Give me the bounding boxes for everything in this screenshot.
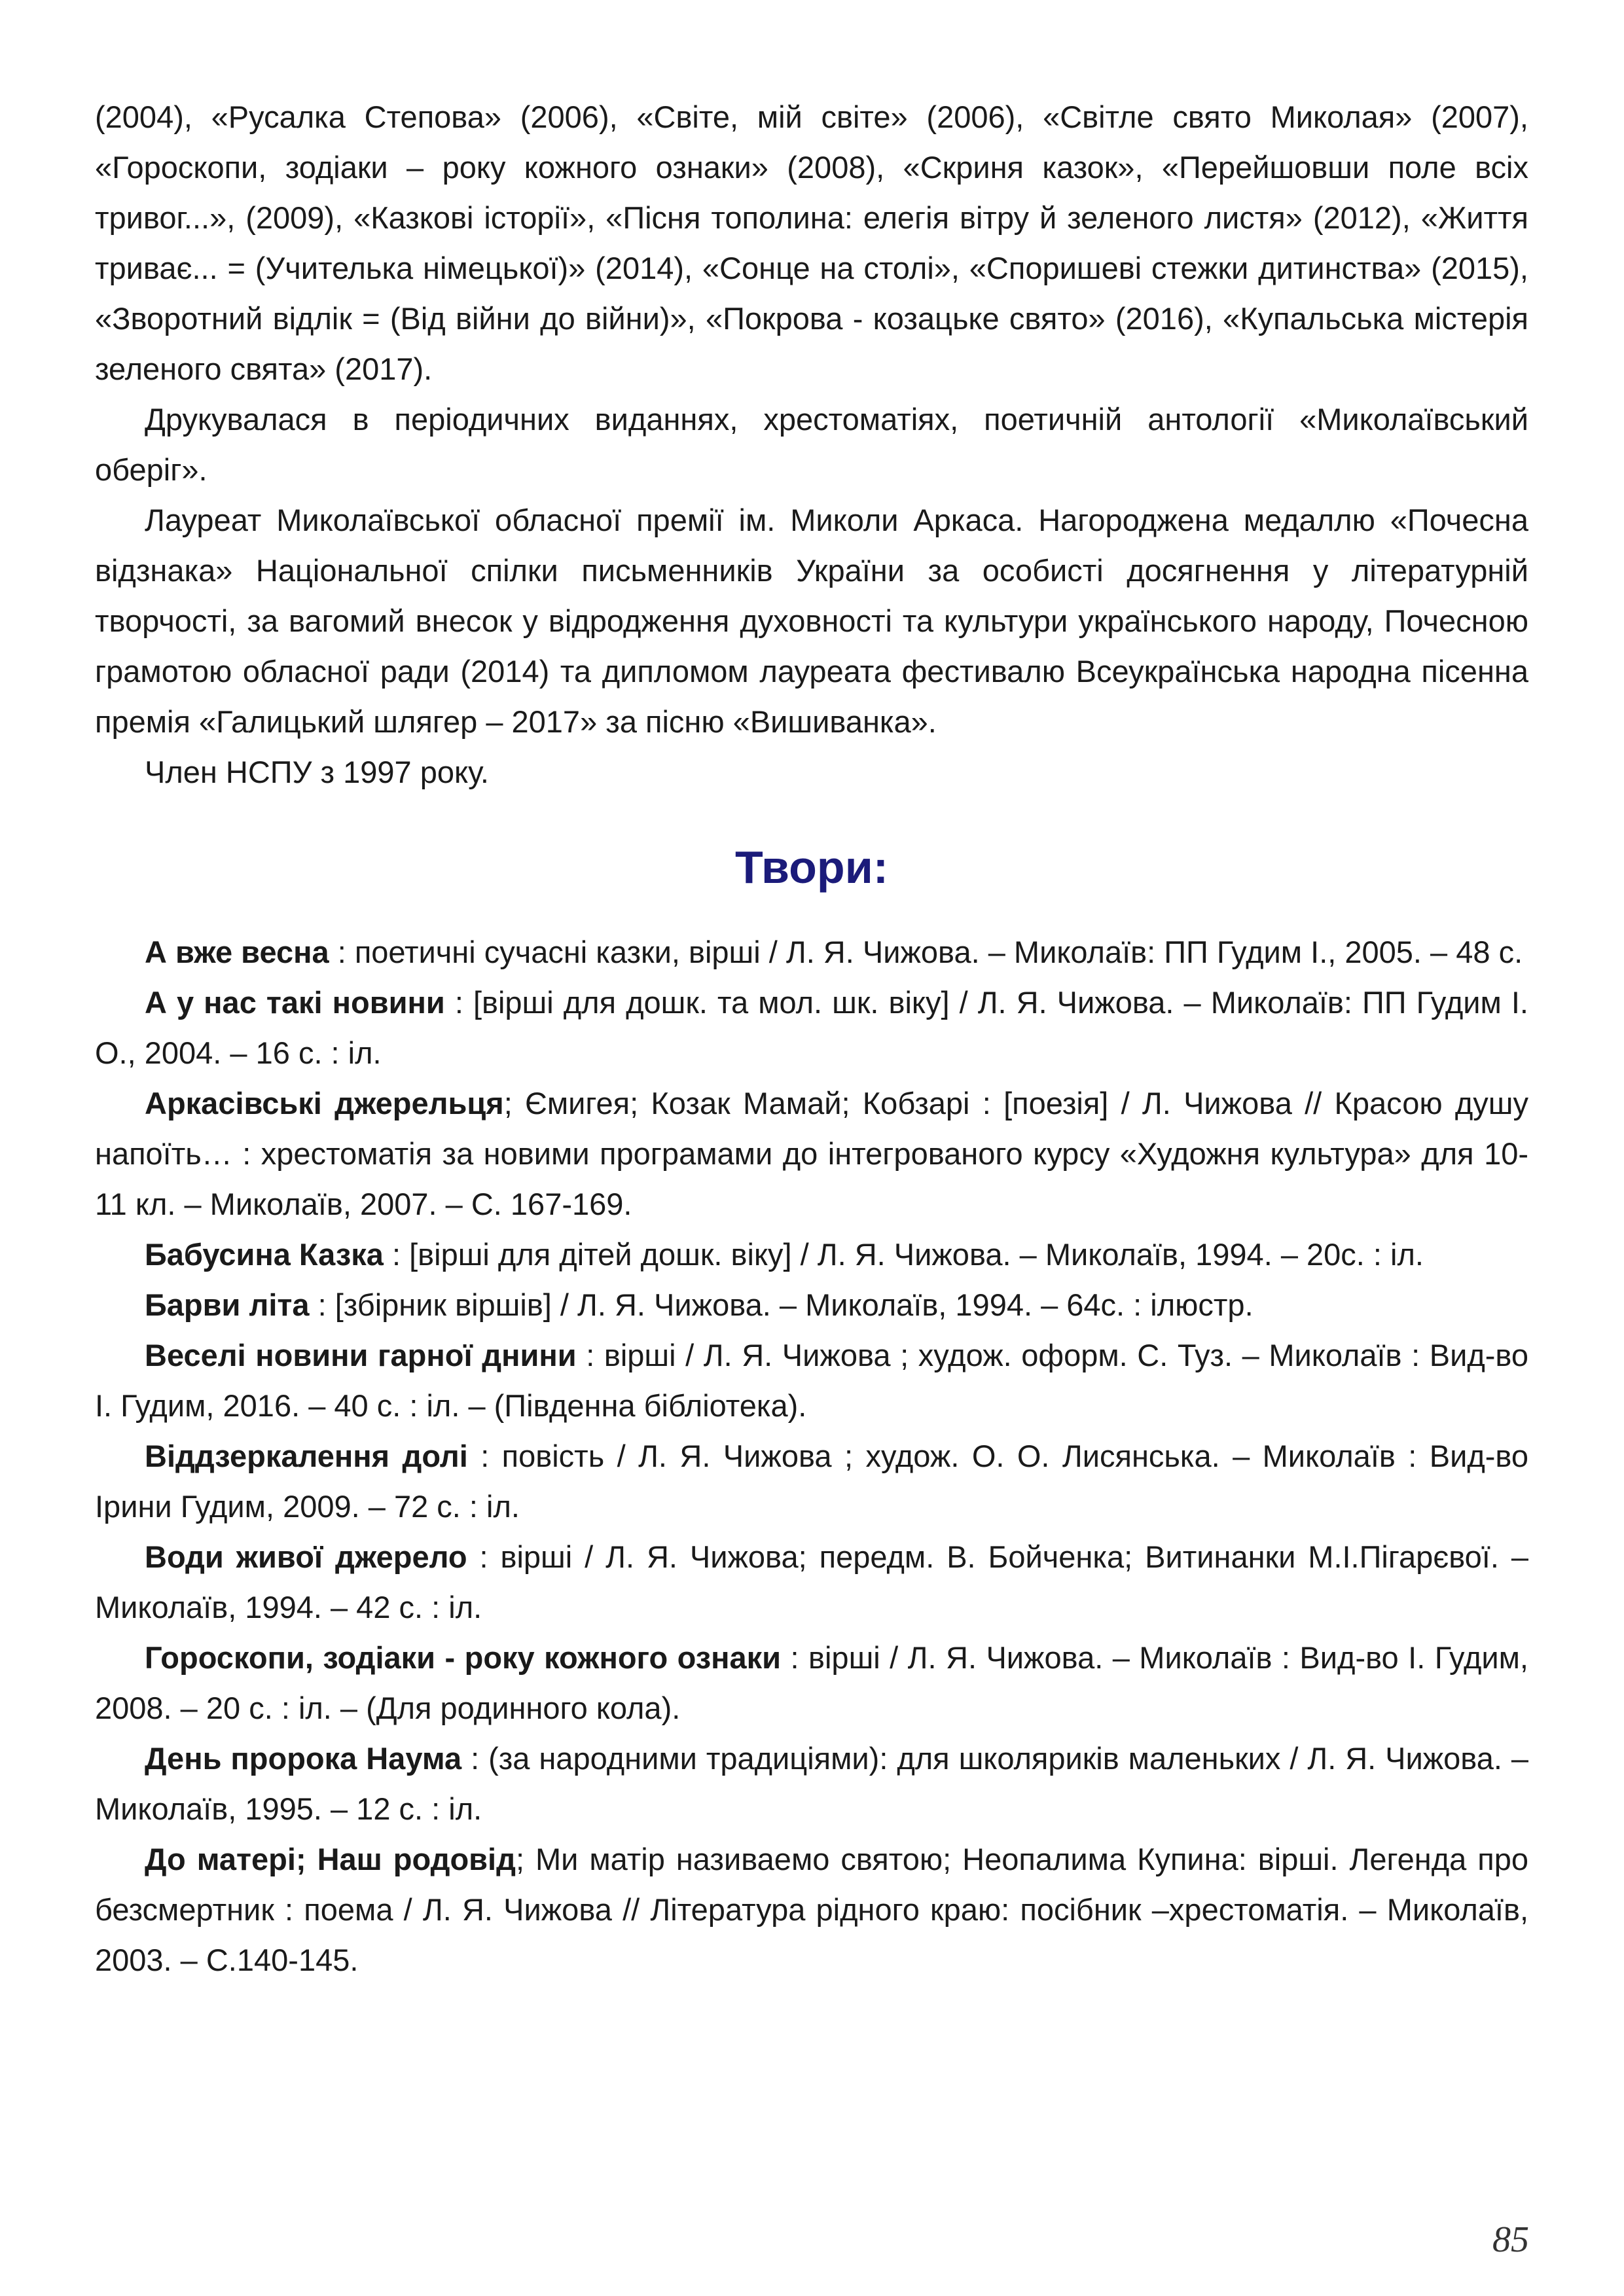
bibliography-entry xyxy=(95,1532,1528,1632)
intro-paragraph-2: Друкувалася в періодичних виданнях, хрестоматіях, поетичній антології «Миколаївський оберіг». xyxy=(95,402,1528,487)
entry-title: Віддзеркалення долі xyxy=(145,1439,468,1473)
entry-details: ; Ми матір називаемо святою; Неопалима Купина: вірші. Легенда про безсмертник : поема / Л. Я. Чижова // Література рідного краю: посібник –хрестоматія. – Миколаїв, 2003. – С.140-145. xyxy=(95,1842,1528,1977)
entry-title: Гороскопи, зодіаки - року кожного ознаки xyxy=(145,1640,782,1675)
bibliography-entry xyxy=(95,1431,1528,1532)
entry-details: : вірші / Л. Я. Чижова ; худож. оформ. С. Туз. – Миколаїв : Вид-во І. Гудим, 2016. – 40 с. : іл. – (Південна бібліотека). xyxy=(95,1338,1528,1423)
section-heading: Твори: xyxy=(734,842,889,893)
entry-title: Веселі новини гарної днини xyxy=(145,1338,577,1372)
entry-title: Бабусина Казка xyxy=(145,1237,384,1272)
bibliography-list xyxy=(95,927,1528,1985)
page-number: 85 xyxy=(1492,2219,1529,2260)
bibliography-entry xyxy=(95,1330,1528,1431)
entry-details: : [збірник віршів] / Л. Я. Чижова. – Миколаїв, 1994. – 64с. : ілюстр. xyxy=(309,1287,1254,1322)
entry-details: : повість / Л. Я. Чижова ; худож. О. О. Лисянська. – Миколаїв : Вид-во Ірини Гудим, 2009. – 72 с. : іл. xyxy=(95,1439,1528,1524)
intro-paragraph-4: Член НСПУ з 1997 року. xyxy=(145,755,489,789)
entry-details: : вірші / Л. Я. Чижова; передм. В. Бойченка; Витинанки М.І.Пігарєвої. – Миколаїв, 1994. – 42 с. : іл. xyxy=(95,1539,1528,1624)
entry-details: : [вірші для дітей дошк. віку] / Л. Я. Чижова. – Миколаїв, 1994. – 20с. : іл. xyxy=(383,1237,1424,1272)
entry-details: : поетичні сучасні казки, вірші / Л. Я. Чижова. – Миколаїв: ПП Гудим І., 2005. – 48 с. xyxy=(329,935,1523,969)
page-body xyxy=(95,92,1528,1985)
bibliography-entry xyxy=(95,1229,1528,1280)
entry-title: Води живої джерело xyxy=(145,1539,467,1574)
entry-title: Аркасівські джерельця xyxy=(145,1086,504,1121)
bibliography-entry xyxy=(95,1280,1528,1330)
bibliography-entry xyxy=(95,1733,1528,1834)
bibliography-entry xyxy=(95,1078,1528,1229)
entry-title: День пророка Наума xyxy=(145,1741,462,1776)
entry-details: : (за народними традиціями): для школяриків маленьких / Л. Я. Чижова. – Миколаїв, 1995. – 12 с. : іл. xyxy=(95,1741,1529,1826)
entry-title: А у нас такі новини xyxy=(145,985,445,1020)
entry-details: : вірші / Л. Я. Чижова. – Миколаїв : Вид-во І. Гудим, 2008. – 20 с. : іл. – (Для родинного кола). xyxy=(95,1640,1528,1725)
entry-details: : [вірші для дошк. та мол. шк. віку] / Л. Я. Чижова. – Миколаїв: ПП Гудим І. О., 2004. – 16 с. : іл. xyxy=(95,985,1528,1070)
entry-title: Барви літа xyxy=(145,1287,310,1322)
intro-paragraph-3: Лауреат Миколаївської обласної премії ім. Миколи Аркаса. Нагороджена медаллю «Почесна відзнака» Національної спілки письменників України за особисті досягнення у літературній творчості, за вагомий внесок у відродження духовності та культури українського народу, Почесною грамотою обласної ради (2014) та дипломом лауреата фестивалю Всеукраїнська народна пісенна премія «Галицький шлягер – 2017» за пісню «Вишиванка». xyxy=(95,503,1528,739)
bibliography-entry xyxy=(95,1834,1528,1985)
bibliography-entry xyxy=(95,977,1528,1078)
entry-details: ; Ємигея; Козак Мамай; Кобзарі : [поезія] / Л. Чижова // Красою душу напоїть… : хрестоматія за новими програмами до інтегрованого курсу «Художня культура» для 10-11 кл. – Миколаїв, 2007. – С. 167-169. xyxy=(95,1086,1528,1221)
entry-title: До матері; Наш родовід xyxy=(145,1842,516,1876)
intro-paragraph-1: (2004), «Русалка Степова» (2006), «Світе, мій світе» (2006), «Світле свято Миколая» (2007), «Гороскопи, зодіаки – року кожного ознаки» (2008), «Скриня казок», «Перейшовши поле всіх тривог...», (2009), «Казкові історії», «Пісня тополина: елегія вітру й зеленого листя» (2012), «Життя триває... = (Учителька німецької)» (2014), «Сонце на столі», «Споришеві стежки дитинства» (2015), «Зворотний відлік = (Від війни до війни)», «Покрова - козацьке свято» (2016), «Купальська містерія зеленого свята» (2017). xyxy=(95,99,1528,386)
bibliography-entry xyxy=(95,1632,1528,1733)
bibliography-entry xyxy=(95,927,1528,977)
entry-title: А вже весна xyxy=(145,935,329,969)
